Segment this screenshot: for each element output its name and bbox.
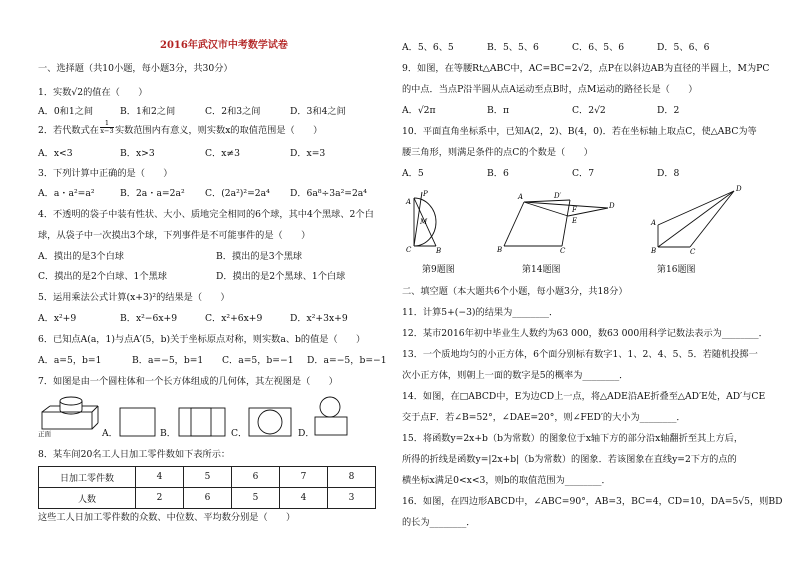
q9-option-c: C．2√2 [572, 105, 606, 116]
q7-option-d: D． [298, 428, 315, 439]
q7-option-c-view [248, 407, 294, 437]
q7-front-label: 正面 [38, 430, 51, 438]
q7-option-b-view [178, 407, 228, 437]
table-header-cell: 日加工零件数 [39, 467, 136, 488]
fig14-label-b: B [497, 246, 503, 254]
q8-option-d: D．5、6、6 [657, 42, 710, 53]
q13-text-line2: 次小正方体，则朝上一面的数字是5的概率为________． [402, 370, 629, 381]
q10-option-b: B．6 [487, 168, 509, 179]
fig16-caption: 第16题图 [657, 265, 696, 275]
table-cell: 6 [184, 488, 232, 509]
q8-option-a: A．5、6、5 [402, 42, 454, 53]
table-cell: 4 [136, 467, 184, 488]
q4-option-c: C．摸出的是2个白球、1个黑球 [38, 271, 167, 282]
q7-option-c: C． [231, 428, 248, 439]
section2-heading: 二、填空题（本大题共6个小题，每小题3分，共18分） [402, 286, 628, 297]
q1-option-a: A．0和1之间 [38, 106, 94, 117]
q3-option-d: D．6a⁸÷3a²=2a⁴ [290, 188, 367, 199]
figure-14 [496, 190, 616, 256]
q2-text-b: 实数范围内有意义，则实数x的取值范围是（ ） [115, 125, 323, 136]
q7-option-b: B． [160, 428, 176, 439]
q3-option-b: B．2a・a=2a² [120, 188, 185, 199]
q5-option-a: A．x²+9 [38, 313, 77, 324]
q9-text-line1: 9．如图，在等腰Rt△ABC中，AC=BC=2√2，点P在以斜边AB为直径的半圆上，M为PC [402, 63, 770, 74]
fig16-label-d: D [736, 185, 742, 193]
table-header-cell: 人数 [39, 488, 136, 509]
q9-option-b: B．π [487, 105, 509, 116]
q3-option-a: A．a・a²=a² [38, 188, 95, 199]
q15-text-line2: 所得的折线是函数y=|2x+b|（b为常数）的图象．若该图象在直线y=2下方的点的 [402, 454, 737, 465]
table-cell: 5 [184, 467, 232, 488]
q13-text-line1: 13．一个质地均匀的小正方体，6个面分别标有数字1、1、2、4、5、5．若随机投掷一 [402, 349, 758, 360]
fig14-label-e: E [572, 217, 578, 225]
fig9-label-m: M [420, 218, 428, 226]
q10-text-line1: 10．平面直角坐标系中，已知A(2，2)、B(4，0)．若在坐标轴上取点C，使△ABC为等 [402, 126, 757, 137]
q5-option-d: D．x²+3x+9 [290, 313, 348, 324]
page-title: 2016年武汉市中考数学试卷 [160, 40, 288, 51]
fig16-label-a: A [651, 219, 657, 227]
section1-heading: 一、选择题（共10小题，每小题3分，共30分） [38, 63, 233, 74]
fig9-label-a: A [406, 198, 412, 206]
q6-text: 6．已知点A(a，1)与点A′(5，b)关于坐标原点对称，则实数a、b的值是（ ） [38, 334, 366, 345]
q15-text-line3: 横坐标x满足0<x<3，则b的取值范围为________． [402, 475, 611, 486]
q10-option-a: A．5 [402, 168, 424, 179]
q6-option-c: C．a=5，b=−1 [222, 355, 294, 366]
fig14-label-d: D [609, 202, 615, 210]
q7-option-a-view [119, 407, 157, 437]
q5-text: 5．运用乘法公式计算(x+3)²的结果是（ ） [38, 292, 230, 303]
q2-fraction-numerator: 1 [100, 120, 114, 128]
q7-option-d-view [314, 396, 350, 438]
q2-option-b: B．x>3 [120, 148, 155, 159]
q7-text: 7．如图是由一个圆柱体和一个长方体组成的几何体，其左视图是（ ） [38, 376, 338, 387]
fig14-caption: 第14题图 [522, 265, 561, 275]
q1-option-c: C．2和3之间 [205, 106, 261, 117]
table-row [39, 488, 376, 509]
q14-text-line1: 14．如图，在□ABCD中，E为边CD上一点，将△ADE沿AE折叠至△AD′E处，AD′与CE [402, 391, 766, 402]
q16-text-line1: 16．如图，在四边形ABCD中，∠ABC=90°，AB=3，BC=4，CD=10，DA=5√5，则BD [402, 496, 783, 507]
fig14-label-d-prime: D′ [554, 192, 562, 200]
q11-text: 11．计算5+(−3)的结果为________． [402, 307, 559, 318]
q8-data-table [38, 466, 376, 509]
figure-9 [400, 190, 472, 256]
q8-option-c: C．6、5、6 [572, 42, 625, 53]
q6-option-d: D．a=−5，b=−1 [307, 355, 387, 366]
fig9-label-p: P [423, 190, 428, 198]
fig16-label-c: C [690, 248, 696, 256]
q16-text-line2: 的长为________． [402, 517, 476, 528]
q12-text: 12．某市2016年初中毕业生人数约为63 000，数63 000用科学记数法表示为________． [402, 328, 768, 339]
q2-fraction-denominator: x−3 [100, 127, 114, 135]
q1-option-b: B．1和2之间 [120, 106, 176, 117]
fig9-label-b: B [436, 247, 442, 255]
q14-text-line2: 交于点F．若∠B=52°，∠DAE=20°，则∠FED′的大小为________． [402, 412, 686, 423]
q4-option-d: D．摸出的是2个黑球、1个白球 [216, 271, 346, 282]
q3-text: 3．下列计算中正确的是（ ） [38, 168, 173, 179]
fig14-label-c: C [560, 247, 566, 255]
q5-option-b: B．x²−6x+9 [120, 313, 178, 324]
q8-option-b: B．5、5、6 [487, 42, 539, 53]
q2-option-d: D．x=3 [290, 148, 326, 159]
q10-option-d: D．8 [657, 168, 680, 179]
table-cell: 6 [232, 467, 280, 488]
q10-text-line2: 腰三角形，则满足条件的点C的个数是（ ） [402, 147, 593, 158]
fig9-caption: 第9题图 [422, 265, 455, 275]
table-cell: 2 [136, 488, 184, 509]
q9-option-d: D．2 [657, 105, 680, 116]
figure-16 [650, 185, 746, 255]
q4-text-line2: 球，从袋子中一次摸出3个球，下列事件是不可能事件的是（ ） [38, 230, 311, 241]
fig9-label-c: C [406, 246, 412, 254]
q9-text-line2: 的中点．当点P沿半圆从点A运动至点B时，点M运动的路径长是（ ） [402, 84, 698, 95]
q9-option-a: A．√2π [402, 105, 436, 116]
q8-tail-text: 这些工人日加工零件数的众数、中位数、平均数分别是（ ） [38, 512, 296, 523]
table-cell: 8 [328, 467, 376, 488]
q5-option-c: C．x²+6x+9 [205, 313, 263, 324]
table-row [39, 467, 376, 488]
q6-option-a: A．a=5，b=1 [38, 355, 102, 366]
table-cell: 5 [232, 488, 280, 509]
q4-option-b: B．摸出的是3个黑球 [216, 251, 303, 262]
q1-text: 1．实数√2的值在（ ） [38, 87, 148, 98]
q2-text-a: 2．若代数式在 [38, 125, 99, 136]
table-cell: 4 [280, 488, 328, 509]
table-cell: 3 [328, 488, 376, 509]
fig16-label-b: B [651, 247, 657, 255]
fig14-label-f: F [572, 206, 577, 214]
q2-option-a: A．x<3 [38, 148, 73, 159]
q4-text-line1: 4．不透明的袋子中装有性状、大小、质地完全相同的6个球，其中4个黑球、2个白 [38, 209, 374, 220]
table-cell: 7 [280, 467, 328, 488]
fig14-label-a: A [518, 193, 524, 201]
q1-option-d: D．3和4之间 [290, 106, 346, 117]
q2-fraction [100, 120, 114, 135]
q2-option-c: C．x≠3 [205, 148, 240, 159]
q15-text-line1: 15．将函数y=2x+b（b为常数）的图象位于x轴下方的部分沿x轴翻折至其上方后， [402, 433, 744, 444]
q8-text: 8．某车间20名工人日加工零件数如下表所示： [38, 449, 231, 460]
q6-option-b: B．a=−5，b=1 [132, 355, 204, 366]
q3-option-c: C．(2a²)²=2a⁴ [205, 188, 270, 199]
q4-option-a: A．摸出的是3个白球 [38, 251, 124, 262]
q7-option-a: A． [102, 428, 118, 439]
q10-option-c: C．7 [572, 168, 595, 179]
